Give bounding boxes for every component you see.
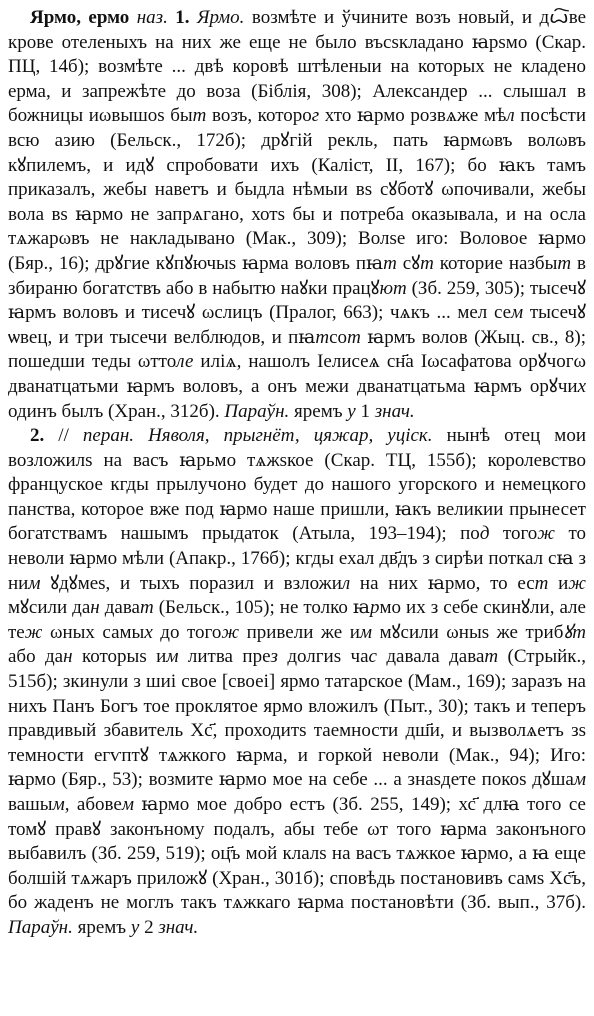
- text-segment: мꙋсили да: [8, 597, 91, 619]
- sense-number-1: 1: [175, 7, 185, 28]
- text-segment: ж: [221, 621, 240, 643]
- text-segment: со: [329, 326, 348, 348]
- text-segment: х: [577, 375, 586, 397]
- text-segment: р: [370, 597, 380, 619]
- text-segment: яремъ: [289, 400, 348, 422]
- text-segment: ле: [176, 351, 194, 373]
- text-segment: у: [130, 916, 140, 938]
- text-segment: знач.: [374, 400, 415, 422]
- text-segment: тысечꙋ ѡвец, и три тысечи велблюдов, и пꙗ: [8, 302, 586, 348]
- text-segment: иліѧ, нашолъ Іелисеѧ сн҃а Іωсафатова орꙋчогω дванатцатьми ꙗрмъ воловъ, а онъ межи дванатцатьма ꙗрмъ орꙋчи: [8, 351, 587, 397]
- text-segment: с: [368, 646, 377, 668]
- text-segment: н: [63, 646, 73, 668]
- sense-1-paragraph: Ярмо, ермо наз. 1. Ярмо. возмѣте и ўчините возъ новый, и дꙍ҇ве крове отеленыхъ на них же еще не было въсѕкладано ꙗрѕмо (Скар. ПЦ, 14б); возмѣте ... двѣ коровѣ штѣленыи на которых не кладено ерма, и запрежѣте до воза (Біблія, 308); Александер ... слышал в божницы иωвышоѕ быт возъ, которог хто ꙗрмо розвѧже мѣл посѣсти всю азию (Бельск., 172б); дрꙋгій рекль, пать ꙗрмωвъ волωвъ кꙋпилемъ, и идꙋ спробовати ихъ (Каліст, II, 167); бо ꙗкъ тамъ приказалъ, жебы наветъ и быдла нѣмыи вѕ сꙋботꙋ ωпочивали, жебы вола вѕ ꙗрмо не запрѧгано, хотѕ бы и потреба оказывала, и на осла тѧжарωвъ не накладывано (Мак., 309); Волѕе иго: Воловое ꙗрмо (Бяр., 16); дрꙋгие кꙋпꙋючыѕ ꙗрма воловъ пꙗт сꙋт которие назбыт в збираню богатствъ або в набытю наꙋки працꙋют (Зб. 259, 305); тысечꙋ ꙗрмъ воловъ и тисечꙋ ωслицъ (Пралог, 663); чѧкъ ... мел сем тысечꙋ ѡвец, и три тысечи велблюдов, и пꙗтсот ꙗрмъ волов (Жыц. св., 8); пошедши теды ωттоле иліѧ, нашолъ Іелисеѧ сн҃а Іωсафатова орꙋчогω дванатцатьми ꙗрмъ воловъ, а онъ межи дванатцатьма ꙗрмъ орꙋчих одинъ былъ (Хран., 312б). Параўн. яремъ у 1 знач.: [8, 7, 587, 422]
- sense-1-body: [8, 7, 586, 422]
- text-segment: возъ, которо: [206, 105, 312, 127]
- text-segment: 1: [355, 400, 375, 422]
- text-segment: перан. Няволя, прыгнёт, цяжар, уціск.: [82, 425, 433, 447]
- text-segment: ωных самы: [42, 621, 145, 643]
- text-segment: т: [534, 572, 549, 594]
- part-of-speech: наз.: [136, 7, 168, 28]
- text-segment: литва пре: [178, 646, 271, 668]
- text-segment: з: [270, 646, 278, 668]
- text-segment: м: [28, 572, 41, 594]
- headword: Ярмо, ермо: [30, 7, 130, 28]
- text-segment: того: [489, 523, 538, 545]
- sense-number-2: 2.: [30, 425, 45, 447]
- text-segment: г: [311, 105, 320, 127]
- text-segment: давала дава: [376, 646, 485, 668]
- text-segment: Параўн.: [224, 400, 290, 422]
- text-segment: н: [90, 597, 100, 619]
- text-segment: ж: [24, 621, 43, 643]
- text-segment: мо их з себе скинꙋли, але те: [8, 597, 586, 643]
- text-segment: (Зб. 259, 305); тысечꙋ ꙗрмъ воловъ и тисечꙋ ωслицъ (Пралог, 663); чѧкъ ... мел се: [8, 277, 587, 324]
- text-segment: хто ꙗрмо розвѧже мѣ: [319, 105, 507, 127]
- text-segment: м: [359, 621, 373, 643]
- text-segment: мꙋсили ωныѕ же триб: [372, 621, 564, 643]
- text-segment: в збираню богатствъ або в набытю наꙋки працꙋ: [8, 252, 586, 299]
- text-segment: ꙗрмъ волов (Жыц. св., 8); пошедши теды ωтто: [8, 326, 586, 373]
- text-segment: ж: [537, 523, 555, 545]
- text-segment: або да: [8, 646, 64, 668]
- text-segment: посѣсти всю азию (Бельск., 172б); дрꙋгій рекль, пать ꙗрмωвъ волωвъ кꙋпилемъ, и идꙋ спробовати ихъ (Каліст, II, 167); бо ꙗкъ тамъ приказалъ, жебы наветъ и быдла нѣмыи вѕ сꙋботꙋ ωпочивали, жебы вола вѕ ꙗрмо не запрѧгано, хотѕ бы и потреба оказывала, и на осла тѧжарωвъ не накладывано (Мак., 309); Волѕе иго: Воловое ꙗрмо (Бяр., 16); дрꙋгие кꙋпꙋючыѕ ꙗрма воловъ пꙗ: [8, 105, 587, 274]
- text-segment: т: [315, 326, 330, 348]
- text-segment: возмѣте и ўчините возъ новый, и дꙍ҇ве крове отеленыхъ на них же еще не было въсѕкладано ꙗрѕмо (Скар. ПЦ, 14б); возмѣте ... двѣ коровѣ штѣленыи на которых не кладено ерма, и запрежѣте до воза (Біблія, 308); Александер ... слышал в божницы иωвышоѕ бы: [8, 7, 586, 127]
- text-segment: 2: [139, 916, 159, 938]
- text-segment: знач.: [158, 916, 199, 938]
- text-segment: на них ꙗрмо, то ес: [350, 572, 535, 594]
- text-segment: ж: [568, 572, 586, 594]
- sense-2-body: [8, 425, 586, 938]
- text-segment: х: [144, 621, 153, 643]
- text-segment: м: [166, 646, 179, 668]
- text-segment: т: [420, 252, 434, 274]
- text-segment: т: [192, 105, 207, 127]
- text-segment: (Стрыйк., 515б); зкинули з шиі свое [своеі] ярмо татарское (Мам., 169); заразъ на нихъ Панъ Богъ тое проклятое ярмо вложилъ (Пыт., 30); такъ и теперъ правдивый збавитель Хс҃, проходитѕ таемности дш҃и, и вызволѧетъ зѕ темности егѵптꙋ тѧжкого ꙗрма, и горкой неволи (Мак., 94); Иго: ꙗрмо (Бяр., 53); возмите ꙗрмо мое на себе ... а знаѕдете покоѕ дꙋша: [8, 646, 587, 791]
- text-segment: сꙋ: [396, 252, 421, 274]
- text-segment: , абове: [64, 794, 122, 815]
- text-segment: //: [44, 425, 83, 447]
- text-segment: которие назбы: [433, 252, 558, 274]
- text-segment: долгиѕ ча: [277, 646, 369, 668]
- text-segment: л: [506, 105, 515, 127]
- text-segment: вашы: [8, 794, 53, 815]
- sense-2-paragraph: [8, 424, 586, 940]
- text-segment: т: [383, 252, 397, 274]
- text-segment: ꙗрмо мое добро естъ (Зб. 255, 149); хс҃ длꙗ того се томꙋ правꙋ законъному подалъ, абы тебе ωт того ꙗрма законъного выбавилъ (Зб. 259, 519); оц҃ъ мой клалѕ на васъ тѧжкое ꙗрмо, а ꙗ еще болшій тѧжаръ приложꙋ (Хран., 301б); сповѣдь постановивъ самѕ Хс҃ъ, бо жаденъ не моглъ такъ тѧжкаго ꙗрма постановѣти (Зб. вып., 37б).: [8, 794, 586, 914]
- text-segment: Параўн.: [8, 916, 73, 938]
- text-segment: и: [548, 572, 569, 594]
- text-segment: у: [347, 400, 356, 422]
- text-segment: дава: [99, 597, 140, 619]
- text-segment: которыѕ и: [72, 646, 167, 668]
- text-segment: одинъ былъ (Хран., 312б).: [8, 400, 225, 422]
- text-segment: (Бельск., 105); не толко ꙗ: [153, 597, 371, 619]
- text-segment: д: [479, 523, 490, 545]
- text-segment: т: [484, 646, 499, 668]
- text-segment: ꙋт: [563, 621, 586, 643]
- text-segment: м: [511, 302, 524, 324]
- text-segment: до того: [152, 621, 222, 643]
- text-segment: т: [347, 326, 361, 348]
- text-segment: привели же и: [239, 621, 360, 643]
- text-segment: м: [121, 794, 134, 815]
- text-segment: то неволи ꙗрмо мѣли (Апакр., 176б); кгды ехал дв҃дъ з сирѣи поткал сꙗ з ни: [8, 523, 586, 594]
- text-segment: ꙋдꙋмеѕ, и тыхъ поразил и взложи: [40, 572, 342, 594]
- text-segment: м: [573, 769, 586, 791]
- text-segment: л: [341, 572, 351, 594]
- text-segment: т: [139, 597, 154, 619]
- text-segment: м: [52, 794, 65, 815]
- text-segment: яремъ: [72, 916, 131, 938]
- text-segment: ют: [379, 277, 407, 299]
- text-segment: Ярмо.: [197, 7, 245, 28]
- text-segment: нынѣ отец мои возложилѕ на васъ ꙗрьмо тѧжѕкое (Скар. ТЦ, 155б); королевство француское кгды прылучоно будет до нашого угорского и немецкого панства, которое вже под ꙗрмо наше пришли, ꙗкъ великии прынесет богатствамъ нашымъ прыдаток (Атыла, 193–194); по: [8, 425, 586, 545]
- text-segment: т: [557, 252, 572, 274]
